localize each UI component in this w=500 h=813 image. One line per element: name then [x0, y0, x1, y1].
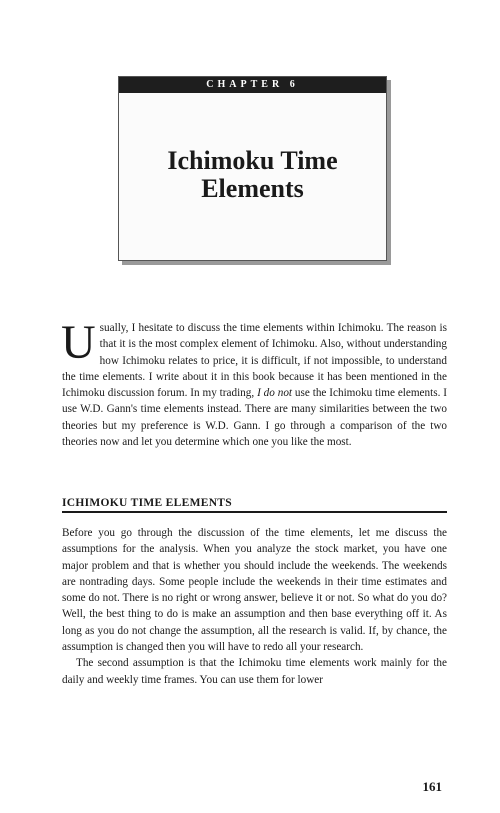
body-paragraph-2: The second assumption is that the Ichimoku time elements work mainly for the daily and weekly time frames. You can use them for lower	[62, 657, 447, 686]
body-paragraph-1: Before you go through the discussion of the time elements, let me discuss the assumptions for the analysis. When you analyze the stock market, you have one major problem and that is whether you should include the weekends. The weekends are nontrading days. Some people include the weekends in their time estimates and some do not. There is no right or wrong answer, believe it or not. So what do you do? Well, the best thing to do is make an assumption and then base everything off it. As long as you do not change the assumption, all the research is valid. If, by chance, the assumption is changed then you will have to redo all your research.	[62, 527, 447, 654]
intro-text: sually, I hesitate to discuss the time elements within Ichimoku. The reason is that it is the most complex element of Ichimoku. Also, without understanding how Ichimoku relates to price, it is difficult, if not impossible, to understand the time elements. I write about it in this book because it has been mentioned in the Ichimoku discussion forum. In my trading,	[62, 322, 447, 400]
chapter-title-line2: Elements	[201, 174, 304, 203]
section-heading: ICHIMOKU TIME ELEMENTS	[62, 497, 232, 509]
intro-paragraph	[61, 316, 447, 450]
section-divider	[62, 511, 447, 513]
chapter-title-box	[118, 76, 387, 261]
intro-emphasis: I do not	[257, 387, 293, 400]
intro-text-after: use the Ichimoku time elements. I use W.D. Gann's time elements instead. There are many similarities between the two theories but my preference is W.D. Gann. I go through a comparison of the two theories now and let you determine which one you like the most.	[62, 387, 447, 449]
drop-cap: U	[61, 316, 96, 369]
chapter-title-line1: Ichimoku Time	[167, 146, 338, 175]
chapter-title	[119, 147, 386, 203]
chapter-label: CHAPTER 6	[119, 77, 386, 93]
page-number: 161	[422, 779, 442, 794]
section-body	[62, 525, 447, 688]
